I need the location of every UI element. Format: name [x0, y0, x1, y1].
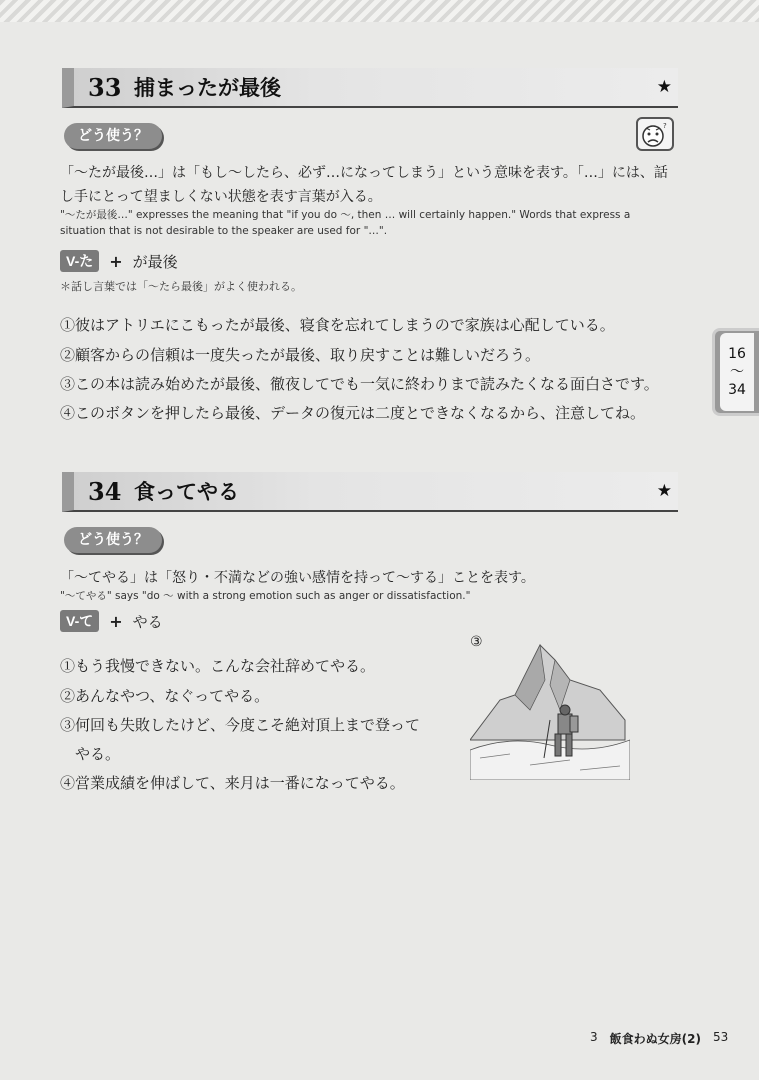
example-sentence: ③この本は読み始めたが最後、徹夜してでも一気に終わりまで読みたくなる面白さです。 [60, 375, 659, 393]
example-sentence: ②あんなやつ、なぐってやる。 [60, 687, 270, 705]
example-sentence: ④営業成績を伸ばして、来月は一番になってやる。 [60, 774, 405, 792]
how-to-use-pill: どう使う？ [64, 123, 162, 149]
pattern-plus: + [109, 251, 123, 271]
how-to-use-pill: どう使う？ [64, 527, 162, 553]
english-explanation: "〜てやる" says "do 〜 with a strong emotion such as anger or dissatisfaction." [60, 590, 471, 602]
chapter-range-tab [712, 328, 759, 416]
example-sentence: ③何回も失敗したけど、今度こそ絶対頂上まで登って [60, 716, 421, 734]
top-stripe-border [0, 0, 759, 22]
example-sentence: ②顧客からの信頼は一度失ったが最後、取り戻すことは難しいだろう。 [60, 346, 541, 364]
star-icon: ★ [656, 481, 672, 501]
tab-range-sep: 〜 [730, 364, 744, 380]
tab-range-end: 34 [728, 382, 746, 398]
pattern-plus: + [109, 611, 123, 631]
usage-note: ＊話し言葉では「〜たら最後」がよく使われる。 [60, 280, 302, 293]
pattern-text: やる [132, 612, 163, 631]
section-34-header [62, 472, 678, 512]
svg-text:?: ? [663, 122, 667, 130]
chapter-title: 飯食わぬ女房(2) [609, 1032, 701, 1046]
mountain-climber-illustration [470, 640, 630, 780]
english-explanation: "〜たが最後…" expresses the meaning that "if you do 〜, then … will certainly happen." Words that express a [60, 209, 631, 221]
example-sentence: ①彼はアトリエにこもったが最後、寝食を忘れてしまうので家族は心配している。 [60, 316, 615, 334]
grammar-pattern [60, 610, 163, 632]
section-title: 捕まったが最後 [134, 76, 281, 100]
page-number: 53 [712, 1030, 729, 1044]
page-footer [590, 1030, 728, 1047]
illustration-label: ③ [470, 634, 483, 650]
worried-face-icon [636, 117, 674, 151]
english-explanation: situation that is not desirable to the speaker are used for "…". [60, 225, 388, 237]
pattern-verb-form: V-て [60, 610, 99, 632]
star-icon: ★ [656, 77, 672, 97]
tab-range-start: 16 [728, 346, 746, 362]
example-sentence: やる。 [60, 745, 121, 763]
section-number: 33 [88, 72, 122, 102]
explanation-line: 「〜てやる」は「怒り・不満などの強い感情を持って〜する」ことを表す。 [60, 570, 535, 586]
explanation-line: し手にとって望ましくない状態を表す言葉が入る。 [60, 189, 382, 205]
grammar-pattern [60, 250, 178, 272]
example-sentence: ①もう我慢できない。こんな会社辞めてやる。 [60, 657, 376, 675]
section-number: 34 [88, 476, 122, 506]
example-sentence: ④このボタンを押したら最後、データの復元は二度とできなくなるから、注意してね。 [60, 404, 646, 422]
section-33-header [62, 68, 678, 108]
chapter-number: 3 [590, 1030, 598, 1044]
pattern-verb-form: V-た [60, 250, 99, 272]
explanation-line: 「〜たが最後…」は「もし〜したら、必ず…になってしまう」という意味を表す。「…」には、話 [60, 165, 668, 181]
pattern-text: が最後 [132, 252, 178, 271]
section-title: 食ってやる [134, 480, 239, 504]
